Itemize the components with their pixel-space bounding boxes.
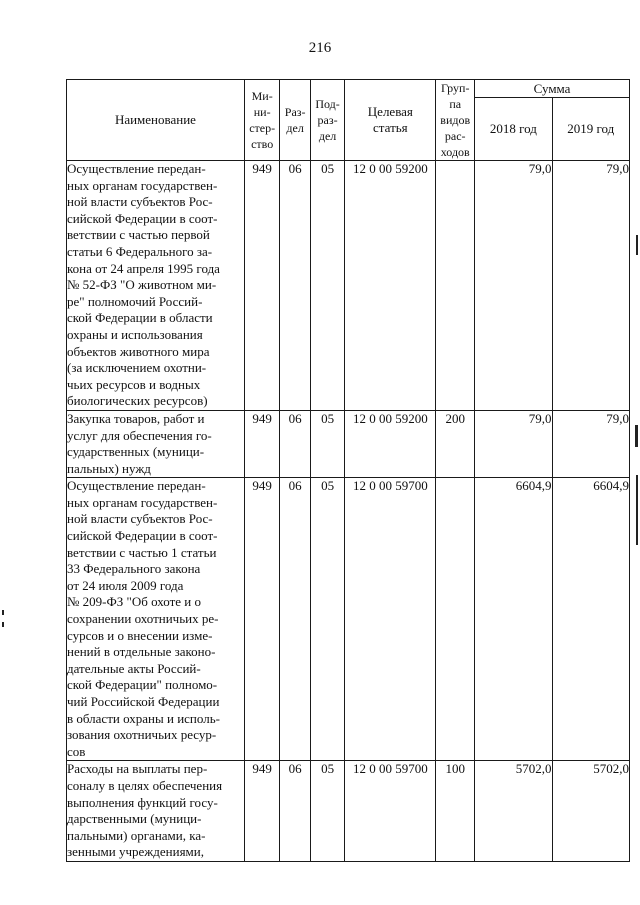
name-line: Осуществление передан- [67, 161, 206, 176]
name-line: статьи 6 Федерального за- [67, 243, 213, 259]
name-line: ской Федерации в области [67, 310, 213, 326]
name-line: услуг для обеспечения го- [67, 427, 212, 443]
cell-sum-2018: 79,0 [475, 410, 552, 477]
cell-target-article: 12 0 00 59700 [345, 761, 436, 862]
name-line: соналу в целях обеспечения [67, 777, 223, 793]
scan-edge-mark [635, 425, 638, 447]
cell-ministry: 949 [244, 410, 280, 477]
name-line: чьих ресурсов и водных [67, 376, 201, 392]
cell-sum-2019: 6604,9 [552, 478, 629, 761]
name-line: 33 Федерального закона [67, 561, 201, 577]
name-line: Осуществление передан- [67, 478, 206, 494]
header-subsection: Под- раз- дел [310, 80, 345, 161]
header-year-2019: 2019 год [552, 98, 629, 161]
cell-target-article: 12 0 00 59700 [345, 478, 436, 761]
cell-subsection: 05 [310, 761, 345, 862]
name-line: выполнения функций госу- [67, 794, 218, 810]
name-line: ветствии с частью первой [67, 227, 210, 243]
cell-section: 06 [280, 161, 310, 411]
cell-expense-group [436, 161, 475, 411]
cell-subsection: 05 [310, 478, 345, 761]
cell-subsection: 05 [310, 161, 345, 411]
table-body [67, 161, 630, 862]
name-line: Расходы на выплаты пер- [67, 761, 208, 777]
name-line: от 24 июля 2009 года [67, 577, 184, 593]
cell-name [67, 161, 245, 411]
name-line: (за исключением охотни- [67, 360, 207, 376]
table-row [67, 761, 630, 862]
name-line: дарственными (муници- [67, 811, 202, 827]
header-section: Раз- дел [280, 80, 310, 161]
cell-ministry: 949 [244, 161, 280, 411]
name-line: сударственных (муници- [67, 444, 205, 460]
name-line: в области охраны и исполь- [67, 710, 220, 726]
table-header [67, 80, 630, 161]
name-line: ных органам государствен- [67, 494, 218, 510]
page-number: 216 [308, 40, 332, 56]
name-line: ной власти субъектов Рос- [67, 511, 213, 527]
cell-name [67, 761, 245, 862]
cell-section: 06 [280, 761, 310, 862]
name-line: ской Федерации" полномо- [67, 677, 218, 693]
table-row [67, 161, 630, 411]
cell-ministry: 949 [244, 478, 280, 761]
scan-edge-mark [2, 622, 4, 627]
cell-name [67, 478, 245, 761]
cell-expense-group: 200 [436, 410, 475, 477]
name-line: охраны и использования [67, 326, 203, 342]
name-line: кона от 24 апреля 1995 года [67, 260, 220, 276]
header-name: Наименование [67, 80, 245, 161]
scan-edge-mark [636, 475, 638, 545]
cell-target-article: 12 0 00 59200 [345, 161, 436, 411]
table-row [67, 410, 630, 477]
cell-ministry: 949 [244, 761, 280, 862]
name-line: зенными учреждениями, [67, 844, 204, 860]
name-line: ной власти субъектов Рос- [67, 194, 213, 210]
cell-sum-2018: 79,0 [475, 161, 552, 411]
header-ministry: Ми- ни- стер- ство [244, 80, 280, 161]
table-row [67, 478, 630, 761]
scan-edge-mark [636, 235, 638, 255]
name-line: сийской Федерации в соот- [67, 210, 218, 226]
cell-sum-2019: 79,0 [552, 161, 629, 411]
name-line: № 52-ФЗ "О животном ми- [67, 277, 217, 293]
name-line: сохранении охотничьих ре- [67, 611, 219, 627]
name-line: ных органам государствен- [67, 177, 218, 193]
name-line: зования охотничьих ресур- [67, 727, 217, 743]
name-line: биологических ресурсов) [67, 393, 208, 409]
name-line: Закупка товаров, работ и [67, 410, 205, 426]
name-line: № 209-ФЗ "Об охоте и о [67, 594, 201, 610]
name-line: сов [67, 743, 86, 759]
header-sum: Сумма [475, 80, 630, 98]
name-line: пальных) нужд [67, 460, 151, 476]
cell-target-article: 12 0 00 59200 [345, 410, 436, 477]
cell-sum-2018: 6604,9 [475, 478, 552, 761]
scan-edge-mark [2, 610, 4, 615]
cell-name [67, 410, 245, 477]
cell-subsection: 05 [310, 410, 345, 477]
header-expense-group: Груп- па видов рас- ходов [436, 80, 475, 161]
cell-sum-2018: 5702,0 [475, 761, 552, 862]
header-year-2018: 2018 год [475, 98, 552, 161]
header-target: Целевая статья [345, 80, 436, 161]
name-line: чий Российской Федерации [67, 694, 220, 709]
cell-expense-group: 100 [436, 761, 475, 862]
cell-sum-2019: 5702,0 [552, 761, 629, 862]
cell-section: 06 [280, 478, 310, 761]
name-line: сийской Федерации в соот- [67, 528, 218, 544]
cell-section: 06 [280, 410, 310, 477]
name-line: нений в отдельные законо- [67, 644, 216, 660]
name-line: ветствии с частью 1 статьи [67, 544, 217, 560]
name-line: объектов животного мира [67, 343, 210, 359]
cell-sum-2019: 79,0 [552, 410, 629, 477]
name-line: сурсов и о внесении изме- [67, 627, 213, 643]
cell-expense-group [436, 478, 475, 761]
name-line: пальными) органами, ка- [67, 827, 206, 843]
budget-table [66, 79, 630, 862]
name-line: ре" полномочий Россий- [67, 293, 203, 309]
name-line: дательные акты Россий- [67, 660, 201, 676]
